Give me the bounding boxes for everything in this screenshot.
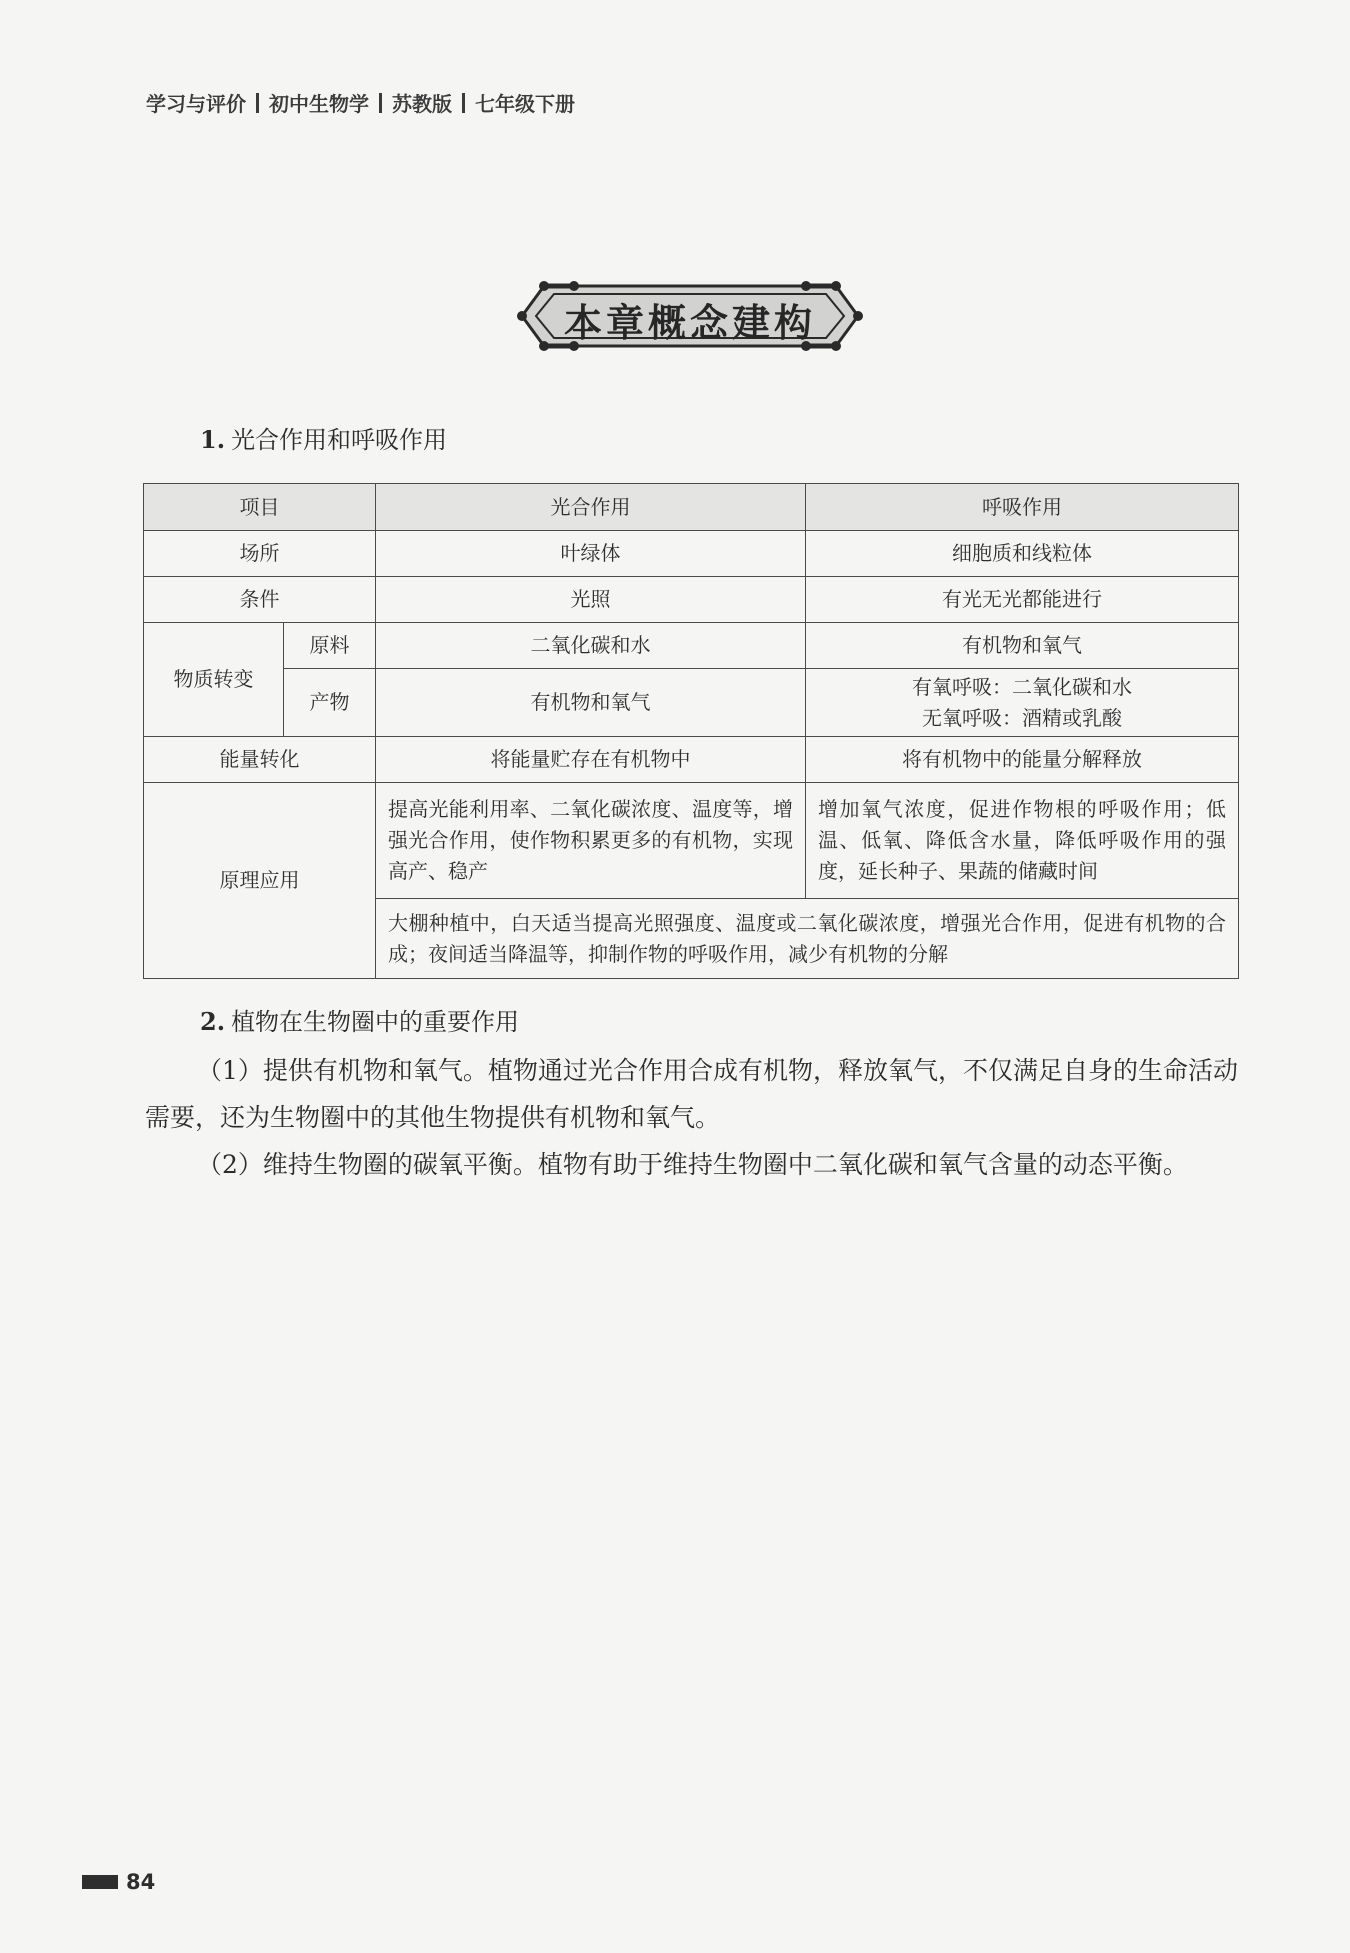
- header-subject: 初中生物学: [269, 92, 369, 116]
- table-cell: 叶绿体: [376, 531, 806, 577]
- header-divider: [379, 93, 382, 113]
- paragraph: （2）维持生物圈的碳氧平衡。植物有助于维持生物圈中二氧化碳和氧气含量的动态平衡。: [197, 1150, 1188, 1179]
- page-footer: [82, 1870, 155, 1894]
- row-label: 条件: [144, 577, 376, 623]
- header-divider: [462, 93, 465, 113]
- table-cell: 提高光能利用率、二氧化碳浓度、温度等，增强光合作用，使作物积累更多的有机物，实现高产、稳产: [376, 783, 806, 899]
- page-number: 84: [126, 1870, 156, 1894]
- table-row: [144, 623, 1239, 669]
- table-cell: 将有机物中的能量分解释放: [806, 737, 1239, 783]
- table-cell: 光照: [376, 577, 806, 623]
- table-row: [144, 531, 1239, 577]
- row-group-label: 物质转变: [144, 623, 284, 737]
- cell-line: 有氧呼吸：二氧化碳和水: [912, 674, 1132, 699]
- row-label: 场所: [144, 531, 376, 577]
- footer-bar-icon: [82, 1875, 118, 1889]
- header-photosynthesis: 光合作用: [376, 484, 806, 531]
- running-header: [146, 88, 575, 117]
- header-edition: 苏教版: [392, 92, 452, 116]
- table-row: [144, 669, 1239, 737]
- section-heading-1: [200, 420, 447, 455]
- header-item: 项目: [144, 484, 376, 531]
- section-number: 1.: [200, 425, 226, 454]
- table-header-row: [144, 484, 1239, 531]
- table-row: [144, 783, 1239, 899]
- banner-title: 本章概念建构: [563, 301, 816, 345]
- header-respiration: 呼吸作用: [806, 484, 1239, 531]
- section-heading-2: [200, 1002, 519, 1037]
- row-label: 能量转化: [144, 737, 376, 783]
- table-cell: 将能量贮存在有机物中: [376, 737, 806, 783]
- cell-line: 无氧呼吸：酒精或乳酸: [922, 705, 1122, 730]
- row-sublabel: 原料: [284, 623, 376, 669]
- table-row: [144, 577, 1239, 623]
- table-cell: 增加氧气浓度，促进作物根的呼吸作用；低温、低氧、降低含水量，降低呼吸作用的强度，延长种子、果蔬的储藏时间: [806, 783, 1239, 899]
- comparison-table: [143, 483, 1239, 979]
- chapter-banner: [514, 278, 866, 354]
- section-title: 光合作用和呼吸作用: [231, 426, 448, 454]
- table-cell: 大棚种植中，白天适当提高光照强度、温度或二氧化碳浓度，增强光合作用，促进有机物的合成；夜间适当降温等，抑制作物的呼吸作用，减少有机物的分解: [376, 899, 1239, 979]
- header-divider: [256, 93, 259, 113]
- header-book: 学习与评价: [146, 92, 246, 116]
- table-cell: 有机物和氧气: [376, 669, 806, 737]
- table-cell: 二氧化碳和水: [376, 623, 806, 669]
- row-sublabel: 产物: [284, 669, 376, 737]
- table-row: [144, 737, 1239, 783]
- table-cell: 有光无光都能进行: [806, 577, 1239, 623]
- section-number: 2.: [200, 1007, 226, 1036]
- section-title: 植物在生物圈中的重要作用: [231, 1008, 520, 1036]
- paragraph: （1）提供有机物和氧气。植物通过光合作用合成有机物，释放氧气，不仅满足自身的生命活动需要，还为生物圈中的其他生物提供有机物和氧气。: [145, 1056, 1238, 1132]
- table-cell: [806, 669, 1239, 737]
- header-grade: 七年级下册: [475, 92, 575, 116]
- row-label: 原理应用: [144, 783, 376, 979]
- table-cell: 细胞质和线粒体: [806, 531, 1239, 577]
- table-cell: 有机物和氧气: [806, 623, 1239, 669]
